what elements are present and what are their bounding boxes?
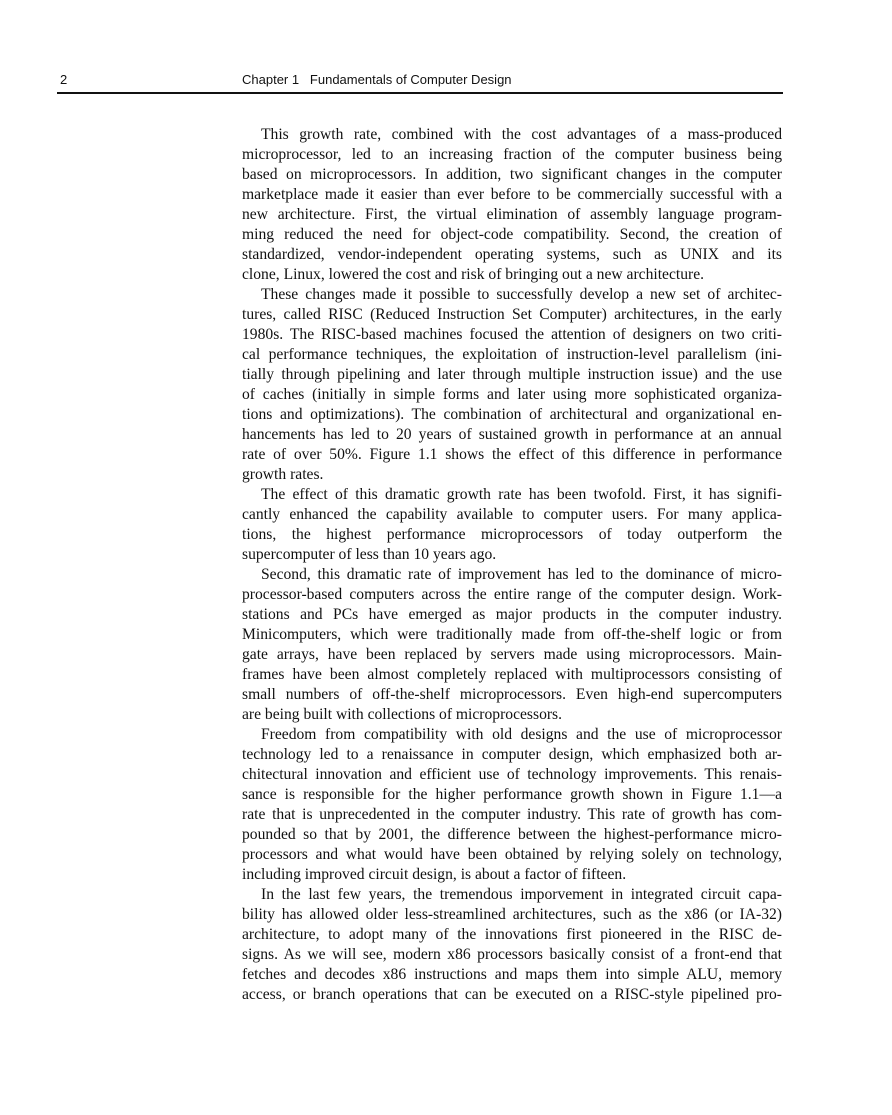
page-number: 2 [60, 72, 68, 87]
text-line: architecture, to adopt many of the innovations first pioneered in the RISC de- [242, 926, 782, 943]
text-line: supercomputer of less than 10 years ago. [242, 546, 497, 563]
paragraph [242, 885, 782, 1005]
text-line: Freedom from compatibility with old designs and the use of microprocessor [261, 726, 782, 743]
text-line: based on microprocessors. In addition, two significant changes in the computer [242, 166, 782, 183]
text-line: tures, called RISC (Reduced Instruction Set Computer) architectures, in the early [242, 306, 782, 323]
text-line: These changes made it possible to successfully develop a new set of architec- [261, 286, 782, 303]
text-line: of caches (initially in simple forms and later using more sophisticated organiza- [242, 386, 782, 403]
text-line: hancements has led to 20 years of sustained growth in performance at an annual [242, 426, 782, 443]
text-line: clone, Linux, lowered the cost and risk of bringing out a new architecture. [242, 266, 705, 283]
chapter-title: Chapter 1 Fundamentals of Computer Design [242, 72, 512, 87]
text-line: Minicomputers, which were traditionally made from off-the-shelf logic or from [242, 626, 782, 643]
text-line: are being built with collections of microprocessors. [242, 706, 563, 723]
text-line: rate that is unprecedented in the computer industry. This rate of growth has com- [242, 806, 782, 823]
header-divider [57, 92, 783, 94]
running-head [57, 70, 783, 92]
text-line: frames have been almost completely replaced with multiprocessors consisting of [242, 666, 782, 683]
text-line: chitectural innovation and efficient use of technology improvements. This renais- [242, 766, 782, 783]
text-line: new architecture. First, the virtual elimination of assembly language program- [242, 206, 782, 223]
body-text [242, 125, 782, 1005]
text-line: marketplace made it easier than ever before to be commercially successful with a [242, 186, 782, 203]
paragraph [242, 285, 782, 485]
text-line: rate of over 50%. Figure 1.1 shows the effect of this difference in performance [242, 446, 782, 463]
text-line: small numbers of off-the-shelf microprocessors. Even high-end supercomputers [242, 686, 782, 703]
text-line: growth rates. [242, 466, 324, 483]
text-line: standardized, vendor-independent operating systems, such as UNIX and its [242, 246, 782, 263]
text-line: tions, the highest performance microprocessors of today outperform the [242, 526, 782, 543]
text-line: pounded so that by 2001, the difference between the highest-performance micro- [242, 826, 782, 843]
text-line: bility has allowed older less-streamlined architectures, such as the x86 (or IA-32) [242, 906, 782, 923]
text-line: signs. As we will see, modern x86 processors basically consist of a front-end that [242, 946, 782, 963]
text-line: fetches and decodes x86 instructions and maps them into simple ALU, memory [242, 966, 782, 983]
paragraph [242, 565, 782, 725]
paragraph [242, 485, 782, 565]
text-line: processors and what would have been obtained by relying solely on technology, [242, 846, 782, 863]
text-line: including improved circuit design, is about a factor of fifteen. [242, 866, 627, 883]
text-line: ming reduced the need for object-code compatibility. Second, the creation of [242, 226, 782, 243]
text-line: The effect of this dramatic growth rate has been twofold. First, it has signifi- [261, 486, 782, 503]
text-line: sance is responsible for the higher performance growth shown in Figure 1.1—a [242, 786, 782, 803]
text-line: technology led to a renaissance in computer design, which emphasized both ar- [242, 746, 782, 763]
text-line: processor-based computers across the entire range of the computer design. Work- [242, 586, 782, 603]
text-line: tially through pipelining and later through multiple instruction issue) and the use [242, 366, 782, 383]
text-line: Second, this dramatic rate of improvement has led to the dominance of micro- [261, 566, 782, 583]
text-line: In the last few years, the tremendous imporvement in integrated circuit capa- [261, 886, 782, 903]
text-line: 1980s. The RISC-based machines focused the attention of designers on two criti- [242, 326, 782, 343]
text-line: access, or branch operations that can be executed on a RISC-style pipelined pro- [242, 986, 782, 1003]
paragraph [242, 125, 782, 285]
text-line: cantly enhanced the capability available to computer users. For many applica- [242, 506, 782, 523]
text-line: cal performance techniques, the exploitation of instruction-level parallelism (ini- [242, 346, 782, 363]
text-line: tions and optimizations). The combination of architectural and organizational en- [242, 406, 782, 423]
text-line: gate arrays, have been replaced by servers made using microprocessors. Main- [242, 646, 782, 663]
paragraph [242, 725, 782, 885]
text-line: microprocessor, led to an increasing fraction of the computer business being [242, 146, 782, 163]
text-line: stations and PCs have emerged as major products in the computer industry. [242, 606, 782, 623]
text-line: This growth rate, combined with the cost advantages of a mass-produced [261, 126, 782, 143]
